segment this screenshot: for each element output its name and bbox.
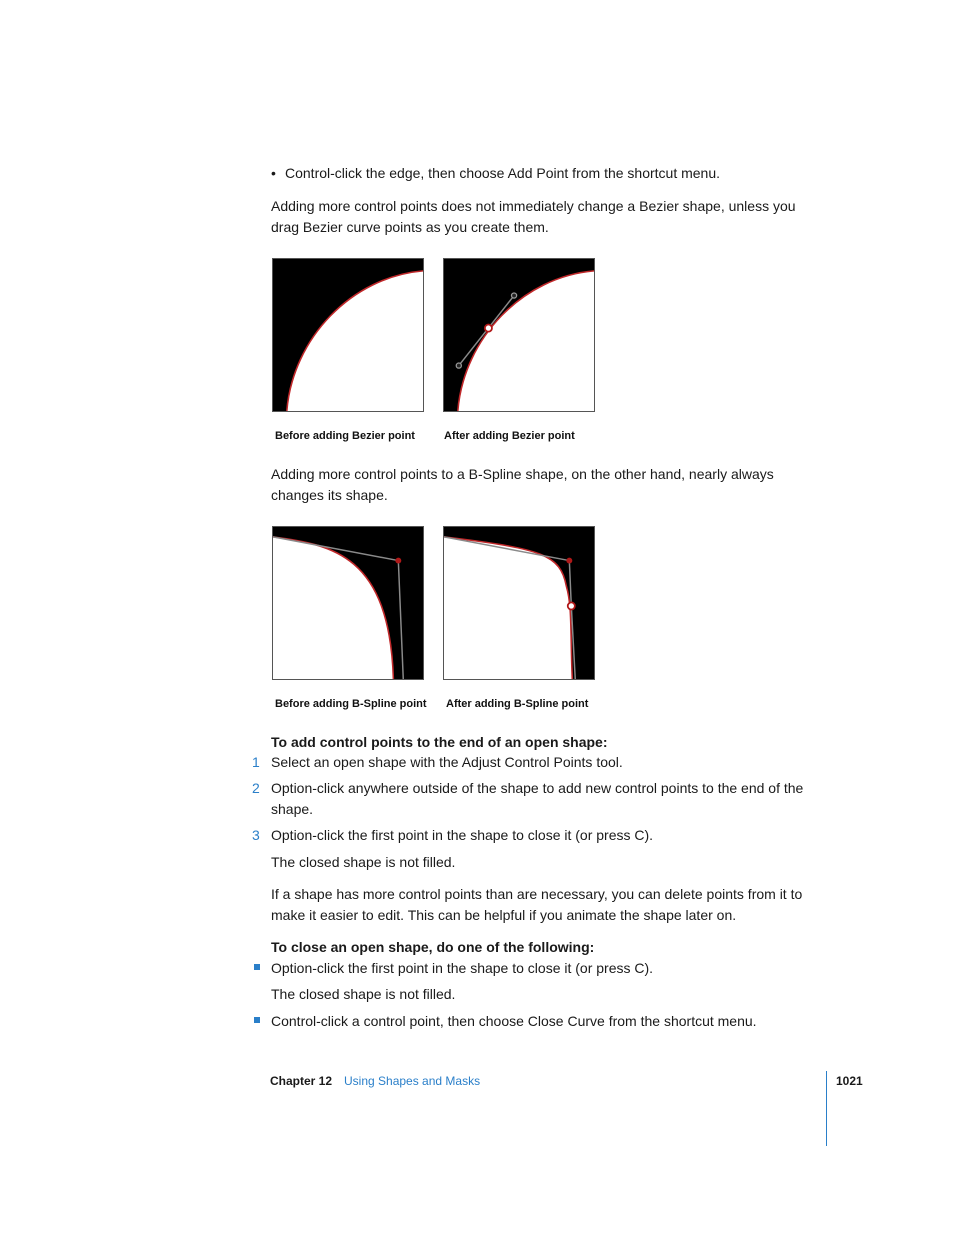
caption-before-bezier: Before adding Bezier point <box>275 430 415 442</box>
figure-after-bspline <box>443 526 595 680</box>
heading-close-shape: To close an open shape, do one of the following: <box>271 939 595 955</box>
figure-after-bezier <box>443 258 595 412</box>
note-not-filled: The closed shape is not filled. <box>271 854 456 870</box>
paragraph-bspline: Adding more control points to a B-Spline shape, on the other hand, nearly always changes its shape. <box>271 466 774 503</box>
caption-after-bezier: After adding Bezier point <box>444 430 575 442</box>
step-number: 2 <box>252 780 260 796</box>
bullet-square <box>254 964 260 970</box>
step-text: Option-click the first point in the shape to close it (or press C). <box>271 827 654 843</box>
footer-divider <box>826 1071 827 1146</box>
note-not-filled-2: The closed shape is not filled. <box>271 986 456 1002</box>
bspline-after-illustration <box>444 527 594 679</box>
close-option-1: Option-click the first point in the shape to close it (or press C). <box>271 960 654 976</box>
page-number: 1021 <box>836 1074 863 1088</box>
figure-before-bezier <box>272 258 424 412</box>
close-option-2: Control-click a control point, then choose Close Curve from the shortcut menu. <box>271 1013 757 1029</box>
heading-add-end-points: To add control points to the end of an open shape: <box>271 734 608 750</box>
bullet-square <box>254 1017 260 1023</box>
figure-before-bspline <box>272 526 424 680</box>
footer-chapter-title[interactable]: Using Shapes and Masks <box>344 1074 481 1088</box>
caption-before-bspline: Before adding B-Spline point <box>275 698 427 710</box>
bezier-before-illustration <box>273 259 423 411</box>
paragraph-bezier: Adding more control points does not immediately change a Bezier shape, unless you drag Bezier curve points as you create them. <box>271 198 796 235</box>
intro-bullet-text: Control-click the edge, then choose Add Point from the shortcut menu. <box>285 165 721 181</box>
bspline-before-illustration <box>273 527 423 679</box>
step-text: Select an open shape with the Adjust Control Points tool. <box>271 754 623 770</box>
caption-after-bspline: After adding B-Spline point <box>446 698 589 710</box>
bezier-after-illustration <box>444 259 594 411</box>
bullet-dot: • <box>271 165 276 181</box>
footer-chapter: Chapter 12 <box>270 1074 333 1088</box>
paragraph-delete-points: If a shape has more control points than are necessary, you can delete points from it to make it easier to edit. This can be helpful if you animate the shape later on. <box>271 886 803 923</box>
step-number: 3 <box>252 827 260 843</box>
step-text: Option-click anywhere outside of the shape to add new control points to the end of the shape. <box>271 780 804 817</box>
step-number: 1 <box>252 754 260 770</box>
